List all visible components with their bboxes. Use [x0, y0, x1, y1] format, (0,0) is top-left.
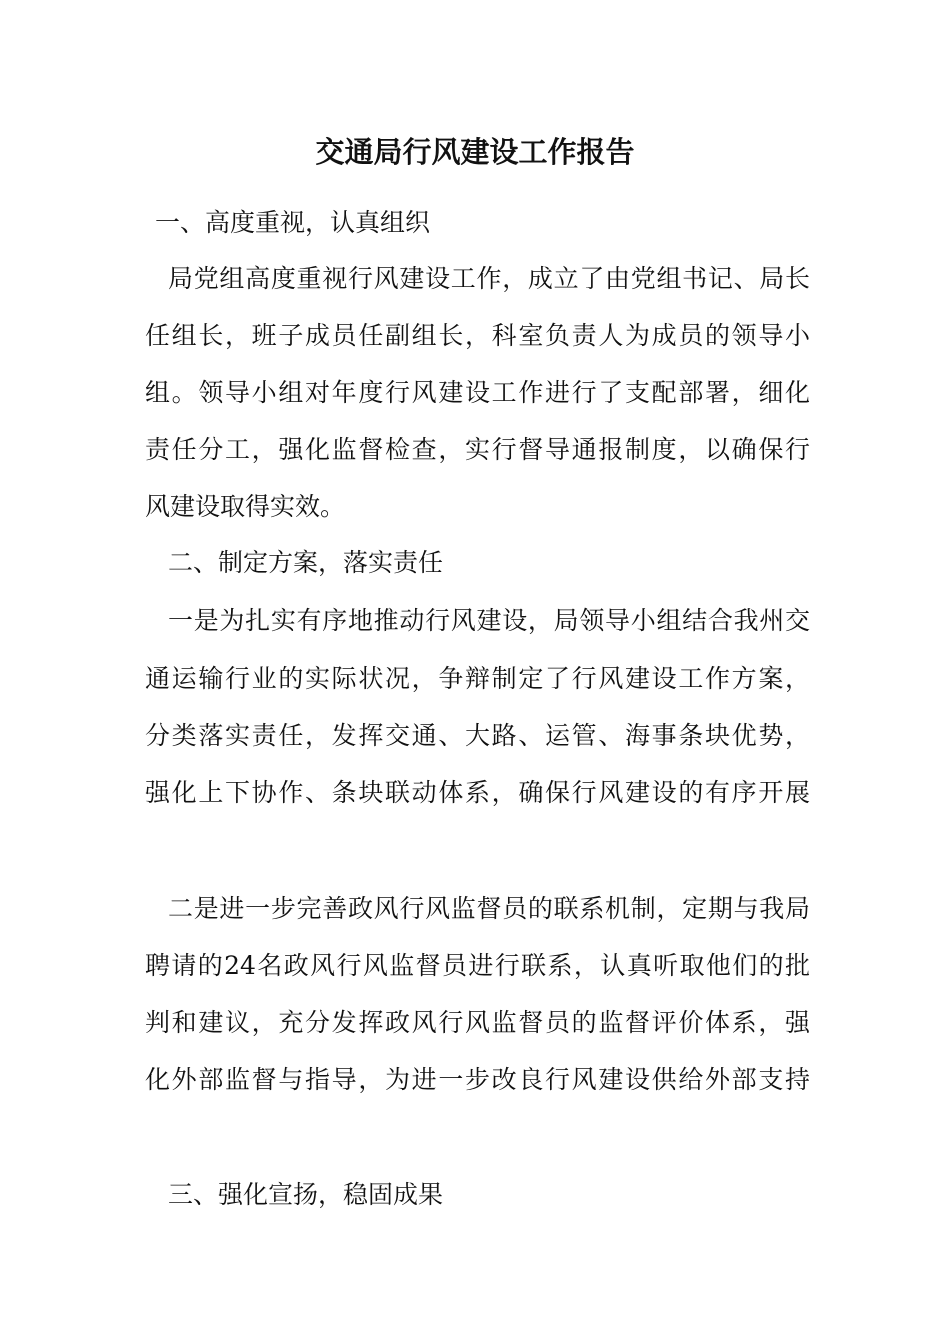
section-heading-1: 一、高度重视，认真组织: [155, 208, 431, 237]
paragraph-line: 组。领导小组对年度行风建设工作进行了支配部署，细化: [145, 378, 810, 407]
paragraph-line: 一是为扎实有序地推动行风建设，局领导小组结合我州交: [168, 606, 810, 635]
document-title: 交通局行风建设工作报告: [315, 135, 635, 169]
paragraph-line: 局党组高度重视行风建设工作，成立了由党组书记、局长: [168, 264, 810, 293]
paragraph-line: 风建设取得实效。: [145, 492, 346, 521]
section-heading-3: 三、强化宣扬，稳固成果: [168, 1180, 444, 1209]
paragraph-line: 强化上下协作、条块联动体系，确保行风建设的有序开展: [145, 778, 810, 807]
paragraph-line: 通运输行业的实际状况，争辩制定了行风建设工作方案，: [145, 664, 810, 693]
section-heading-2: 二、制定方案，落实责任: [168, 548, 444, 577]
paragraph-line: 分类落实责任，发挥交通、大路、运管、海事条块优势，: [145, 721, 810, 750]
paragraph-line: 聘请的24名政风行风监督员进行联系，认真听取他们的批: [145, 951, 810, 980]
paragraph-line: 二是进一步完善政风行风监督员的联系机制，定期与我局: [168, 894, 810, 923]
paragraph-line: 任组长，班子成员任副组长，科室负责人为成员的领导小: [145, 321, 810, 350]
paragraph-line: 责任分工，强化监督检查，实行督导通报制度，以确保行: [145, 435, 810, 464]
paragraph-line: 化外部监督与指导，为进一步改良行风建设供给外部支持: [145, 1065, 810, 1094]
paragraph-line: 判和建议，充分发挥政风行风监督员的监督评价体系，强: [145, 1008, 810, 1037]
